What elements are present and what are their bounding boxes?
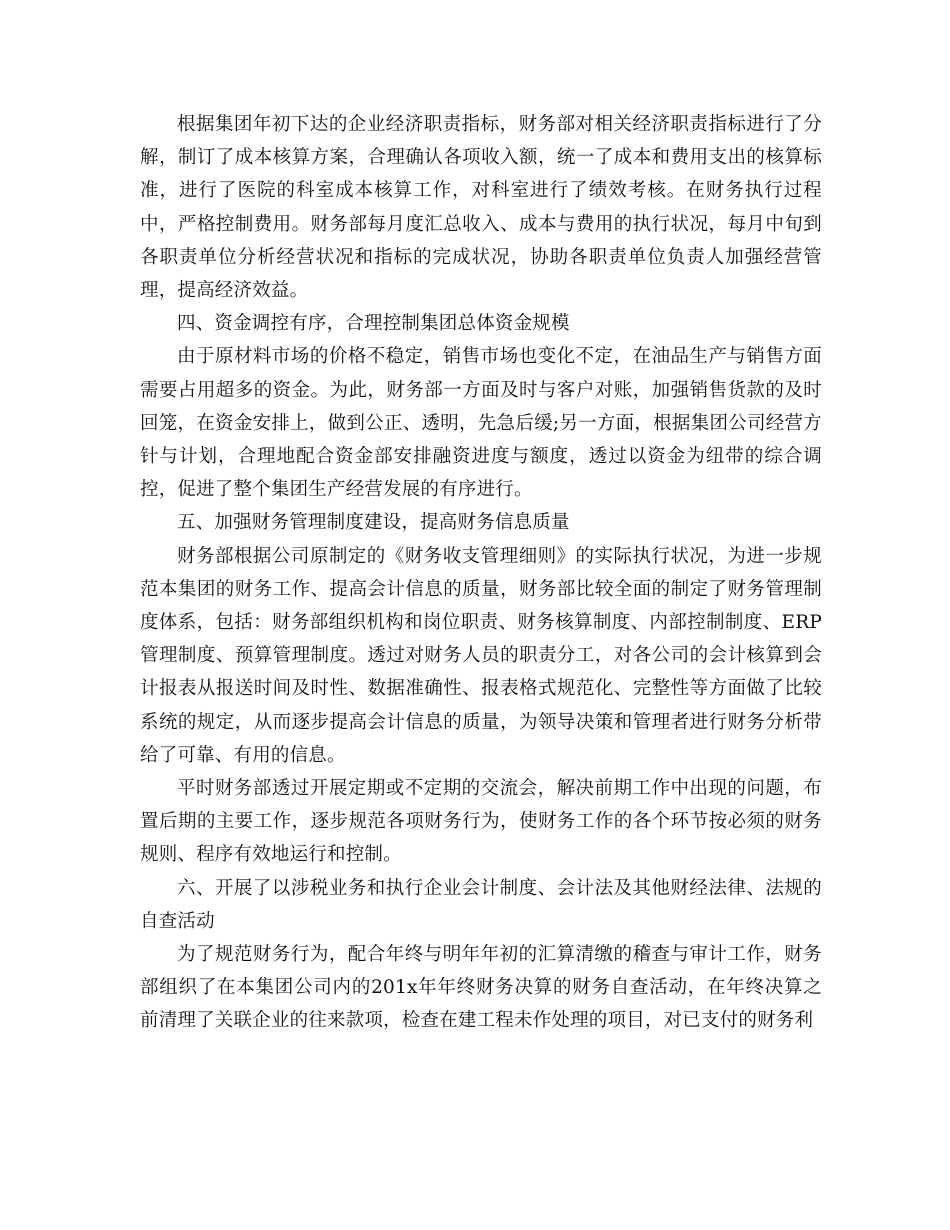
section-heading-fund-control: 四、资金调控有序，合理控制集团总体资金规模 [177,313,570,335]
paragraph-management-system: 财务部根据公司原制定的《财务收支管理细则》的实际执行状况，为进一步规范本集团的财务工作、提高会计信息的质量，财务部比较全面的制定了财务管理制度体系，包括：财务部组织机构和岗位职责、财务核算制度、内部控制制度、ERP管理制度、预算管理制度。透过对财务人员的职责分工，对各公司的会计核算到会计报表从报送时间及时性、数据准确性、报表格式规范化、完整性等方面做了比较系统的规定，从而逐步提高会计信息的质量，为领导决策和管理者进行财务分析带给了可靠、有用的信息。 [140,545,822,766]
paragraph-responsibility-indicators: 根据集团年初下达的企业经济职责指标，财务部对相关经济职责指标进行了分解，制订了成本核算方案，合理确认各项收入额，统一了成本和费用支出的核算标准，进行了医院的科室成本核算工作，对科室进行了绩效考核。在财务执行过程中，严格控制费用。财务部每月度汇总收入、成本与费用的执行状况，每月中旬到各职责单位分析经营状况和指标的完成状况，协助各职责单位负责人加强经营管理，提高经济效益。 [140,114,822,302]
section-heading-management-system: 五、加强财务管理制度建设，提高财务信息质量 [177,512,570,534]
document-body [140,108,822,1038]
paragraph-fund-control: 由于原材料市场的价格不稳定，销售市场也变化不定，在油品生产与销售方面需要占用超多的资金。为此，财务部一方面及时与客户对账，加强销售货款的及时回笼，在资金安排上，做到公正、透明，先急后缓;另一方面，根据集团公司经营方针与计划，合理地配合资金部安排融资进度与额度，透过以资金为纽带的综合调控，促进了整个集团生产经营发展的有序进行。 [140,346,822,501]
paragraph-exchange-meetings: 平时财务部透过开展定期或不定期的交流会，解决前期工作中出现的问题，布置后期的主要工作，逐步规范各项财务行为，使财务工作的各个环节按必须的财务规则、程序有效地运行和控制。 [140,778,822,866]
paragraph-self-inspection: 为了规范财务行为，配合年终与明年年初的汇算清缴的稽查与审计工作，财务部组织了在本集团公司内的201x年年终财务决算的财务自查活动，在年终决算之前清理了关联企业的往来款项，检查在建工程未作处理的项目，对已支付的财务利 [140,944,822,1032]
section-heading-self-inspection: 六、开展了以涉税业务和执行企业会计制度、会计法及其他财经法律、法规的自查活动 [140,877,822,932]
